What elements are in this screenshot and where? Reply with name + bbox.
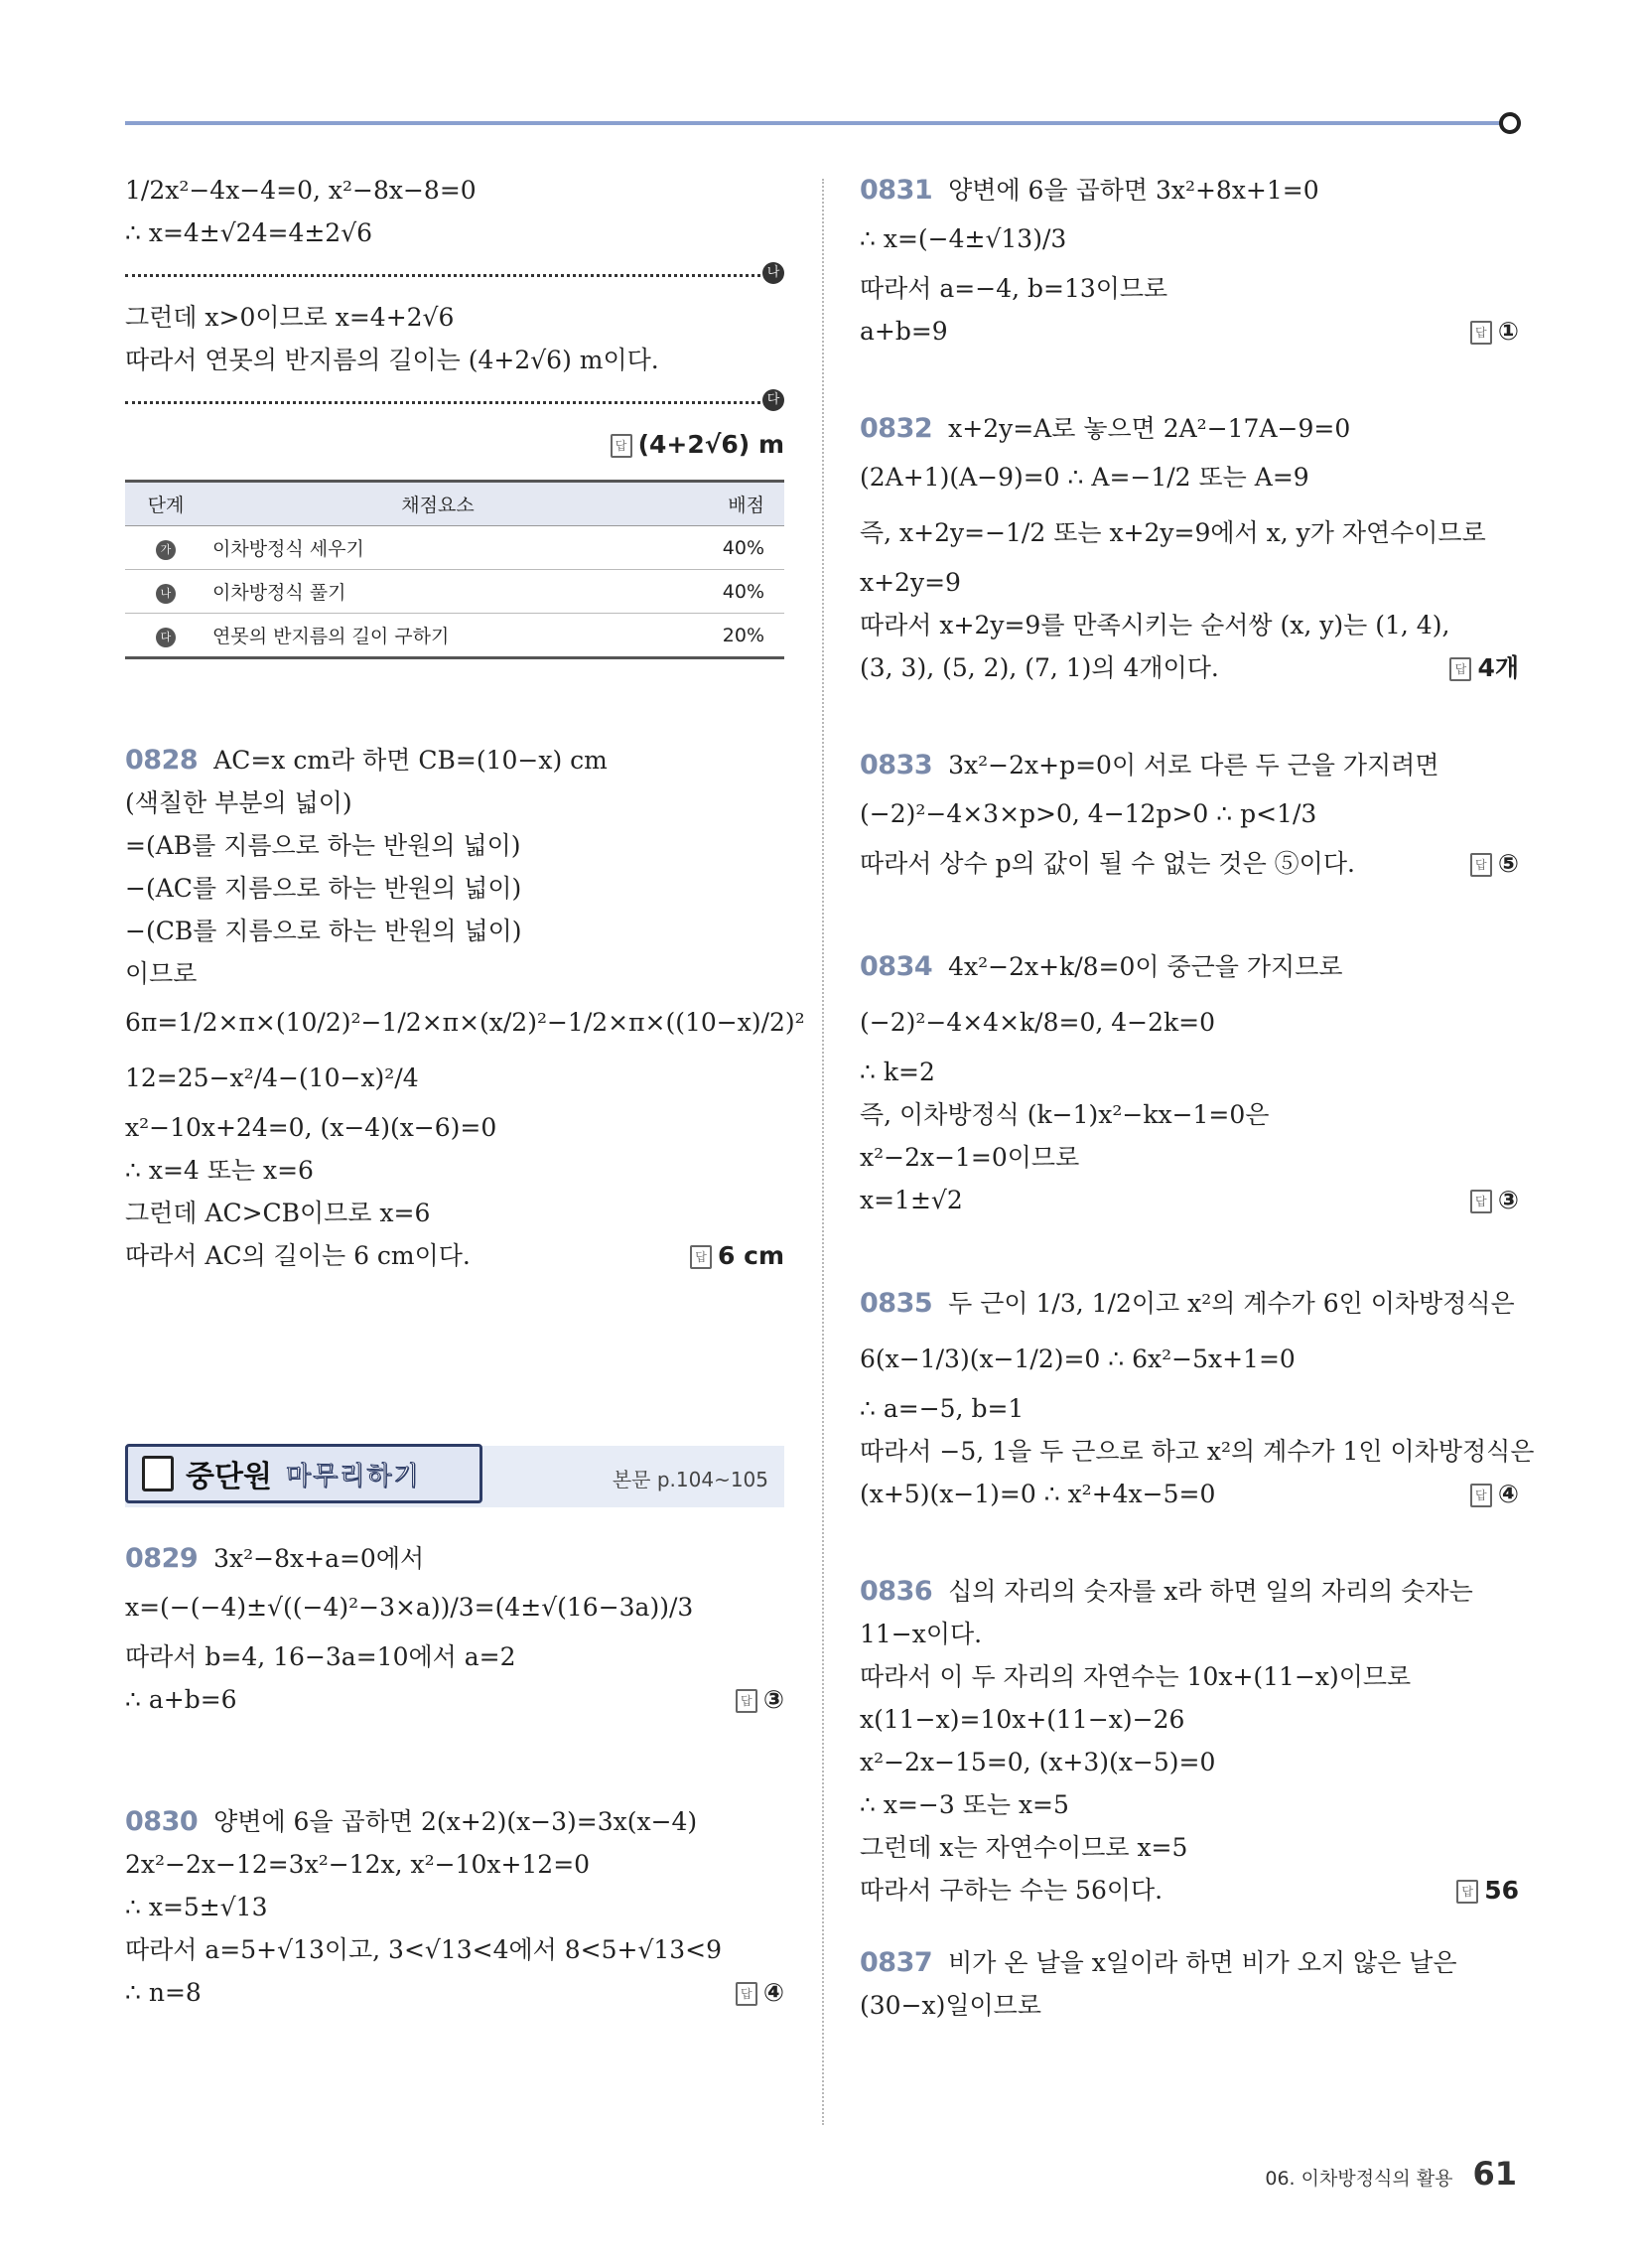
problem-0831: 0831 양변에 6을 곱하면 3x²+8x+1=0 (860, 175, 1319, 206)
step-badge: 다 (156, 628, 176, 647)
answer-icon: 답 (736, 1982, 757, 2006)
chapter-title: 06. 이차방정식의 활용 (1265, 2168, 1453, 2190)
solution-line: 따라서 연못의 반지름의 길이는 (4+2√6) m이다. (125, 346, 659, 374)
right-column (860, 169, 1535, 2027)
solution-line: 2x²−2x−12=3x²−12x, x²−10x+12=0 (125, 1850, 591, 1879)
solution-line: ∴ a+b=6 답 ③ (125, 1678, 784, 1721)
table-row (125, 614, 784, 658)
solution-line: (x+5)(x−1)=0 ∴ x²+4x−5=0 답 ④ (860, 1473, 1519, 1515)
solution-line: 따라서 이 두 자리의 자연수는 10x+(11−x)이므로 (860, 1662, 1412, 1691)
section-title: 중단원 마무리하기 (125, 1444, 482, 1503)
solution-line: ∴ a=−5, b=1 (860, 1394, 1025, 1423)
solution-line: 즉, 이차방정식 (k−1)x²−kx−1=0은 (860, 1100, 1270, 1129)
page-number: 61 (1472, 2155, 1517, 2193)
grading-table (125, 480, 784, 659)
table-cell: 연못의 반지름의 길이 구하기 (206, 614, 669, 658)
answer-icon: 답 (736, 1689, 757, 1713)
step-badge: 다 (762, 389, 784, 411)
solution-line: 11−x이다. (860, 1620, 983, 1648)
solution-line: (색칠한 부분의 넓이) (125, 788, 352, 817)
top-rule-end-dot (1499, 112, 1521, 134)
solution-line: 따라서 구하는 수는 56이다. 답 56 (860, 1869, 1519, 1912)
solution-line: x=(−(−4)±√((−4)²−3×a))/3=(4±√(16−3a))/3 (125, 1593, 694, 1622)
answer: 답 4개 (1449, 646, 1519, 689)
solution-line: ∴ x=5±√13 (125, 1893, 268, 1921)
problem-number: 0831 (860, 175, 933, 206)
table-cell: 20% (669, 614, 784, 658)
answer-icon: 답 (1470, 1190, 1492, 1213)
solution-line: ∴ x=4 또는 x=6 (125, 1156, 314, 1185)
table-header: 배점 (669, 482, 784, 526)
problem-number: 0836 (860, 1576, 933, 1607)
solution-line: (3, 3), (5, 2), (7, 1)의 4개이다. 답 4개 (860, 646, 1519, 689)
table-cell: 40% (669, 526, 784, 570)
solution-line: 따라서 a=−4, b=13이므로 (860, 274, 1168, 303)
solution-line: 즉, x+2y=−1/2 또는 x+2y=9에서 x, y가 자연수이므로 (860, 518, 1486, 547)
table-header: 채점요소 (206, 482, 669, 526)
problem-number: 0834 (860, 951, 933, 982)
section-banner (125, 1446, 784, 1507)
page-reference: 본문 p.104~105 (612, 1468, 768, 1491)
table-cell: 이차방정식 세우기 (206, 526, 669, 570)
problem-number: 0832 (860, 413, 933, 444)
problem-0830: 0830 양변에 6을 곱하면 2(x+2)(x−3)=3x(x−4) (125, 1806, 698, 1837)
answer-icon: 답 (611, 434, 632, 458)
problem-0837: 0837 비가 온 날을 x일이라 하면 비가 오지 않은 날은 (860, 1947, 1457, 1978)
solution-line: 따라서 −5, 1을 두 근으로 하고 x²의 계수가 1인 이차방정식은 (860, 1437, 1535, 1466)
solution-line: 이므로 (125, 959, 198, 988)
problem-number: 0837 (860, 1947, 933, 1978)
solution-line: x+2y=9 (860, 568, 961, 597)
answer-line (125, 423, 784, 466)
solution-line: ∴ x=4±√24=4±2√6 (125, 218, 373, 247)
problem-number: 0828 (125, 745, 199, 776)
table-cell: 이차방정식 풀기 (206, 570, 669, 614)
table-header: 단계 (125, 482, 206, 526)
solution-line: x²−10x+24=0, (x−4)(x−6)=0 (125, 1113, 497, 1142)
problem-0836: 0836 십의 자리의 숫자를 x라 하면 일의 자리의 숫자는 (860, 1576, 1473, 1607)
step-badge: 나 (156, 584, 176, 604)
column-divider (822, 179, 824, 2125)
solution-line: x²−2x−15=0, (x+3)(x−5)=0 (860, 1748, 1216, 1776)
answer: 답 6 cm (690, 1234, 784, 1277)
problem-0828: 0828 AC=x cm라 하면 CB=(10−x) cm (125, 745, 608, 776)
answer-icon: 답 (1470, 321, 1492, 345)
solution-line: (2A+1)(A−9)=0 ∴ A=−1/2 또는 A=9 (860, 463, 1309, 492)
answer-icon: 답 (1449, 657, 1471, 681)
solution-line: (−2)²−4×4×k/8=0, 4−2k=0 (860, 1008, 1216, 1037)
problem-0829: 0829 3x²−8x+a=0에서 (125, 1543, 425, 1574)
solution-line: 따라서 a=5+√13이고, 3<√13<4에서 8<5+√13<9 (125, 1935, 723, 1964)
answer-icon: 답 (1470, 1484, 1492, 1507)
solution-line: 그런데 x는 자연수이므로 x=5 (860, 1833, 1188, 1862)
solution-line: 그런데 x>0이므로 x=4+2√6 (125, 303, 455, 332)
solution-line: 그런데 AC>CB이므로 x=6 (125, 1199, 431, 1227)
solution-line: (30−x)일이므로 (860, 1991, 1041, 2020)
solution-line: −(AC를 지름으로 하는 반원의 넓이) (125, 874, 522, 903)
answer: 답 ③ (736, 1678, 784, 1721)
table-row (125, 570, 784, 614)
solution-line: ∴ n=8 답 ④ (125, 1971, 784, 2014)
solution-line: x²−2x−1=0이므로 (860, 1143, 1080, 1172)
solution-line: 따라서 AC의 길이는 6 cm이다. 답 6 cm (125, 1234, 784, 1277)
problem-0835: 0835 두 근이 1/3, 1/2이고 x²의 계수가 6인 이차방정식은 (860, 1288, 1515, 1319)
solution-line: 6(x−1/3)(x−1/2)=0 ∴ 6x²−5x+1=0 (860, 1345, 1296, 1373)
problem-number: 0830 (125, 1806, 199, 1837)
answer-icon: 답 (1456, 1880, 1478, 1904)
table-row (125, 526, 784, 570)
problem-0833: 0833 3x²−2x+p=0이 서로 다른 두 근을 가지려면 (860, 750, 1439, 780)
answer: 답 ① (1470, 310, 1519, 353)
top-rule (125, 121, 1515, 125)
solution-line: 6π=1/2×π×(10/2)²−1/2×π×(x/2)²−1/2×π×((10−x)/2)² (125, 1008, 805, 1037)
page-footer (1265, 2155, 1517, 2193)
solution-line: =(AB를 지름으로 하는 반원의 넓이) (125, 831, 521, 860)
answer: 답 ④ (736, 1971, 784, 2014)
solution-line: x=1±√2 답 ③ (860, 1179, 1519, 1221)
problem-number: 0829 (125, 1543, 199, 1574)
solution-line: 1/2x²−4x−4=0, x²−8x−8=0 (125, 176, 477, 205)
answer: 답 ④ (1470, 1473, 1519, 1515)
answer-icon: 답 (690, 1245, 712, 1269)
step-badge: 나 (762, 262, 784, 284)
solution-line: 따라서 b=4, 16−3a=10에서 a=2 (125, 1642, 516, 1671)
solution-line: (−2)²−4×3×p>0, 4−12p>0 ∴ p<1/3 (860, 799, 1317, 828)
book-icon (142, 1456, 174, 1491)
answer-icon: 답 (1470, 853, 1492, 877)
solution-line: 따라서 x+2y=9를 만족시키는 순서쌍 (x, y)는 (1, 4), (860, 611, 1450, 639)
step-badge: 가 (156, 540, 176, 560)
solution-line: ∴ x=(−4±√13)/3 (860, 224, 1067, 253)
solution-line: a+b=9 답 ① (860, 310, 1519, 353)
answer: 답 ③ (1470, 1179, 1519, 1221)
problem-number: 0833 (860, 750, 933, 780)
solution-line: ∴ k=2 (860, 1058, 935, 1086)
problem-0834: 0834 4x²−2x+k/8=0이 중근을 가지므로 (860, 951, 1343, 982)
step-separator (125, 387, 784, 417)
answer: 답 56 (1456, 1869, 1519, 1912)
solution-line: −(CB를 지름으로 하는 반원의 넓이) (125, 917, 522, 945)
solution-line: 따라서 상수 p의 값이 될 수 없는 것은 ⑤이다. 답 ⑤ (860, 842, 1519, 885)
problem-0832: 0832 x+2y=A로 놓으면 2A²−17A−9=0 (860, 413, 1351, 444)
answer: 답 (4+2√6) m (611, 423, 784, 466)
answer: 답 ⑤ (1470, 842, 1519, 885)
solution-line: x(11−x)=10x+(11−x)−26 (860, 1705, 1185, 1734)
solution-line: ∴ x=−3 또는 x=5 (860, 1790, 1069, 1819)
problem-number: 0835 (860, 1288, 933, 1319)
table-cell: 40% (669, 570, 784, 614)
left-column (125, 169, 805, 2014)
step-separator (125, 260, 784, 290)
solution-line: 12=25−x²/4−(10−x)²/4 (125, 1063, 419, 1092)
